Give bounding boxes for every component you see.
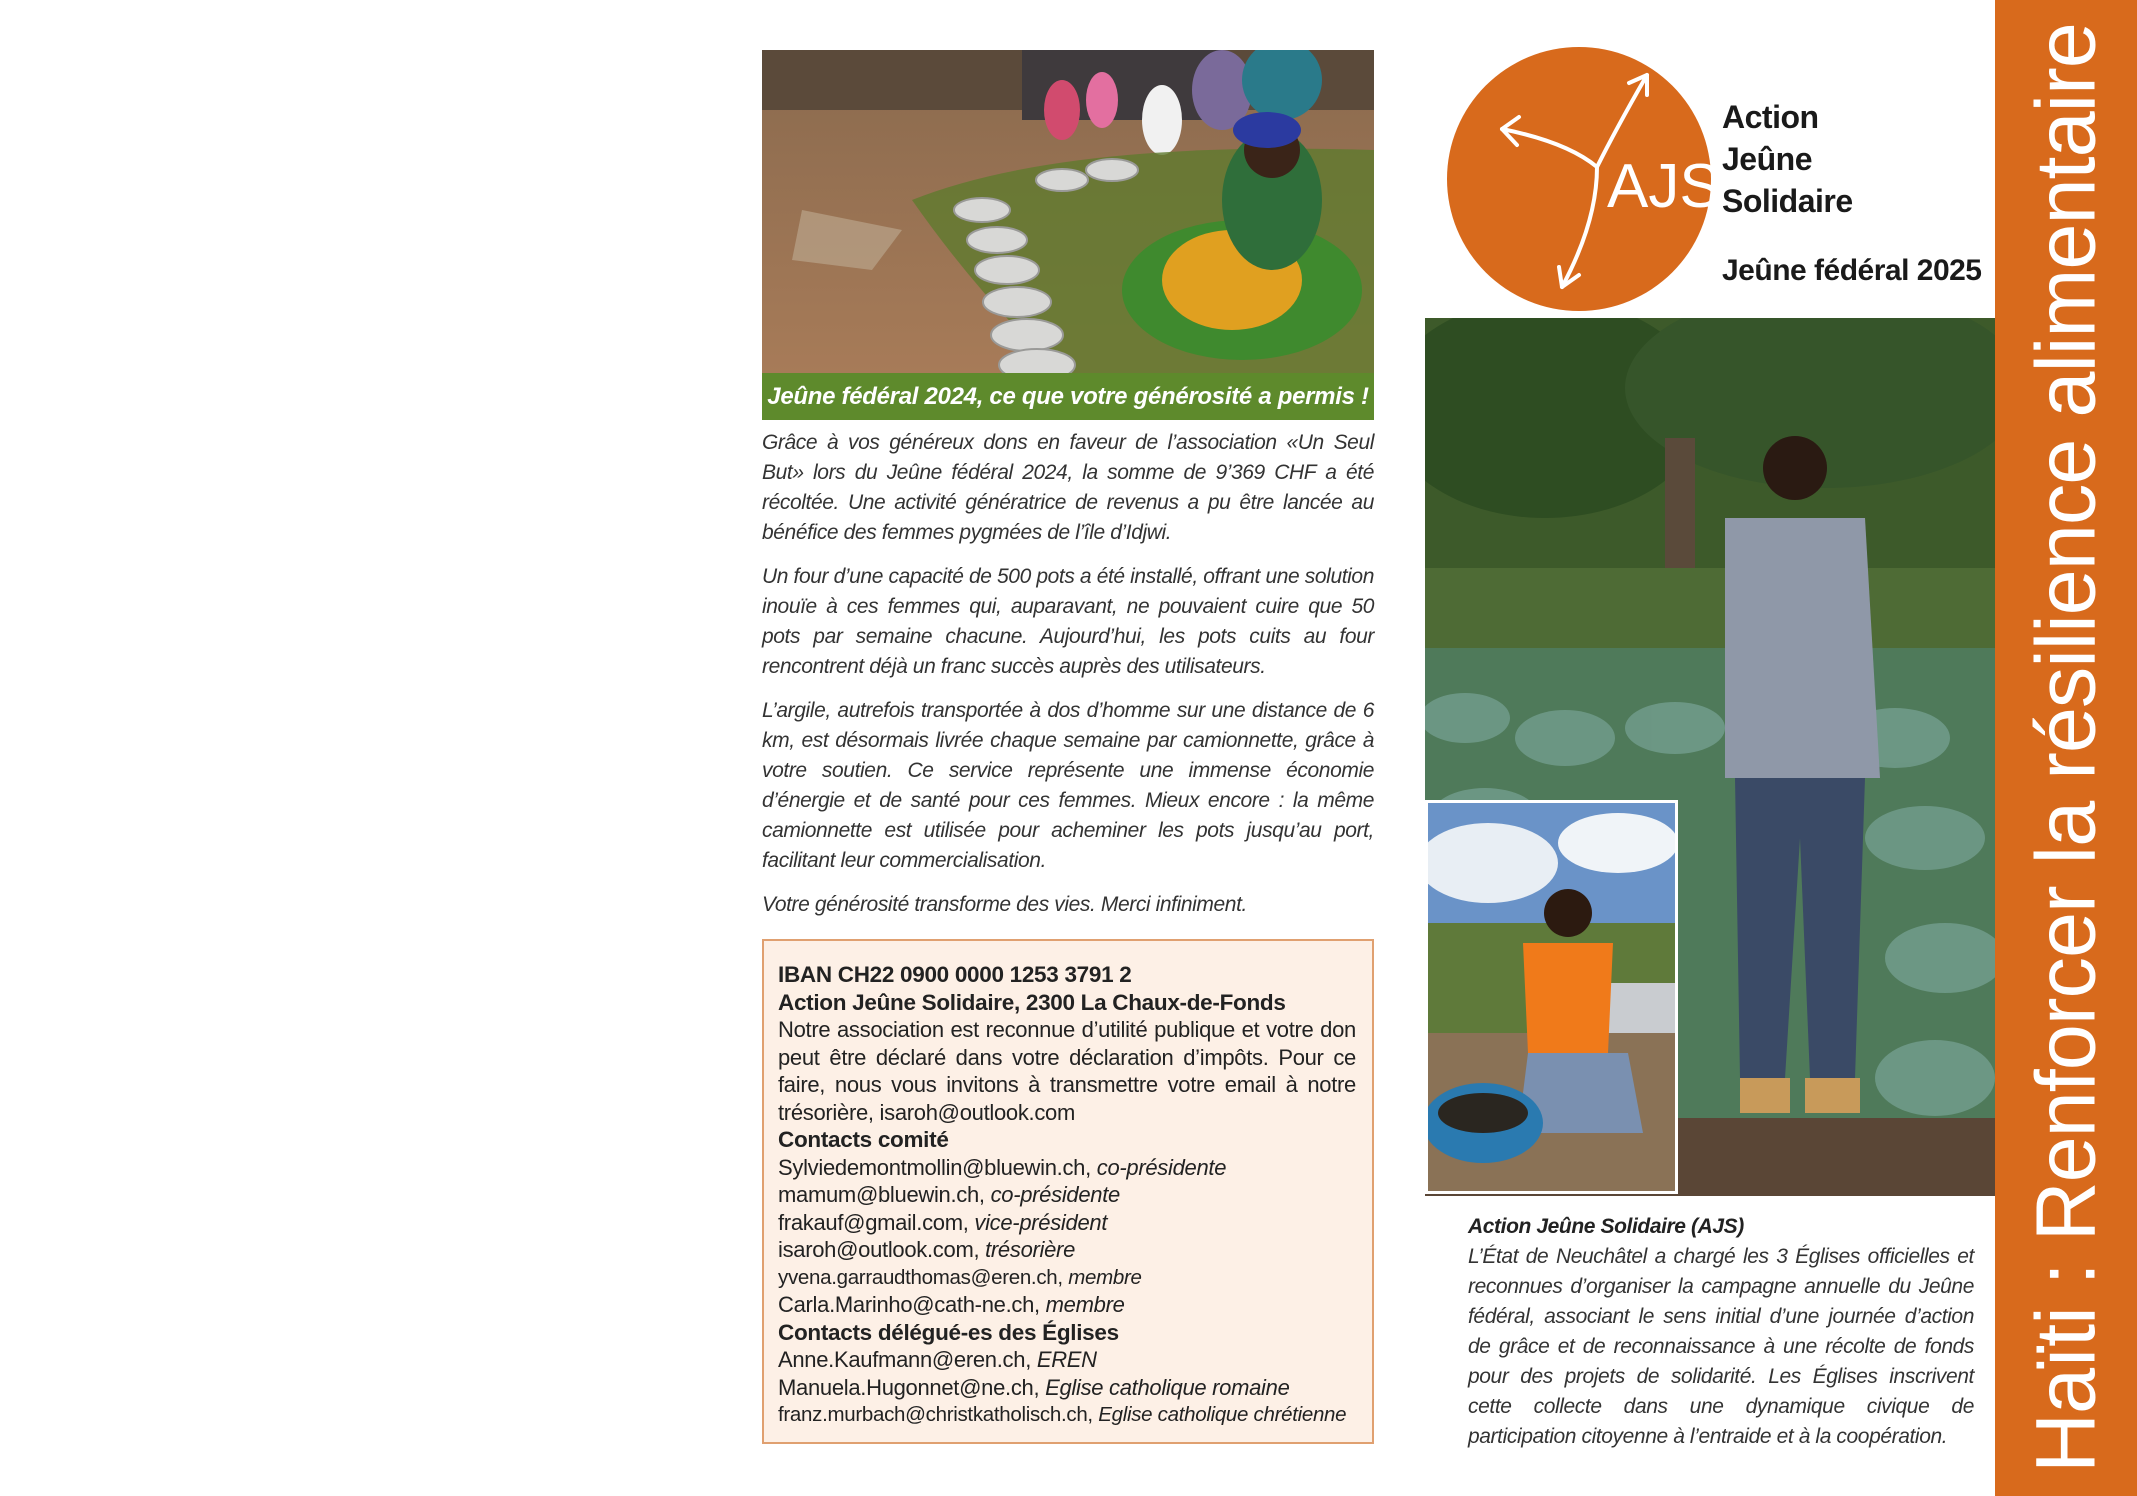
article-paragraph: Grâce à vos généreux dons en faveur de l’association «Un Seul But» lors du Jeûne fédéral 2024, la somme de 9’369 CHF a été récoltée. Une activité génératrice de revenus a pu être lancée au bénéfice des femmes pygmées de l’île d’Idjwi. — [762, 431, 1374, 544]
article-paragraph: Un four d’une capacité de 500 pots a été installé, offrant une solution inouïe à ces femmes qui, auparavant, ne pouvaient cuire que 50 pots par semaine chacune. Aujourd’hui, les pots cuits au four rencontrent déjà un franc succès auprès des utilisateurs. — [762, 565, 1374, 678]
contact-role: co-présidente — [990, 1182, 1120, 1207]
article-paragraph: L’argile, autrefois transportée à dos d’homme sur une distance de 6 km, est désormais livrée chaque semaine par camionnette, grâce à votre soutien. Ce service représente une immense économie d’énergie et de santé pour ces femmes. Mieux encore : la même camionnette est utilisée pour acheminer les pots jusqu’au port, facilitant leur commercialisation. — [762, 699, 1374, 872]
photo-pottery-market — [762, 50, 1374, 373]
ajs-description-heading: Action Jeûne Solidaire (AJS) — [1468, 1215, 1744, 1238]
contact-line — [778, 1236, 1356, 1264]
tax-deduction-text: Notre association est reconnue d’utilité publique et votre don peut être déclaré dans votre déclaration d’impôts. Pour ce faire, nous vous invitons à transmettre votre email à notre trésorière, isaroh@outlook.com — [778, 1017, 1356, 1125]
contact-email[interactable]: yvena.garraudthomas@eren.ch, — [778, 1265, 1063, 1289]
contact-role: EREN — [1036, 1347, 1097, 1372]
contact-email[interactable]: Carla.Marinho@cath-ne.ch, — [778, 1292, 1040, 1317]
contact-email[interactable]: Sylviedemontmollin@bluewin.ch, — [778, 1154, 1091, 1180]
contact-email[interactable]: Manuela.Hugonnet@ne.ch, — [778, 1374, 1040, 1400]
donation-info-box — [762, 939, 1374, 1444]
contact-role: vice-président — [974, 1209, 1108, 1235]
iban: IBAN CH22 0900 0000 1253 3791 2 — [778, 962, 1132, 987]
logo-name-line: Jeûne — [1722, 141, 1812, 177]
contact-line — [778, 1154, 1356, 1182]
photo-caption-bar: Jeûne fédéral 2024, ce que votre générosité a permis ! — [762, 373, 1374, 420]
committee-heading: Contacts comité — [778, 1127, 949, 1152]
contact-line — [778, 1264, 1356, 1292]
contact-line — [778, 1209, 1356, 1237]
churches-heading: Contacts délégué-es des Églises — [778, 1319, 1119, 1345]
contact-line — [778, 1401, 1356, 1429]
contact-email[interactable]: mamum@bluewin.ch, — [778, 1182, 985, 1207]
contact-role: Eglise catholique chrétienne — [1098, 1403, 1347, 1426]
edition-title: Jeûne fédéral 2025 — [1722, 254, 1982, 287]
photo-woman-basket — [1425, 800, 1678, 1194]
contact-email[interactable]: isaroh@outlook.com, — [778, 1237, 980, 1262]
contact-role: membre — [1045, 1292, 1125, 1317]
ajs-logo — [1447, 47, 1711, 311]
contact-line — [778, 1181, 1356, 1209]
contact-role: membre — [1068, 1265, 1142, 1289]
ajs-description-text: L’État de Neuchâtel a chargé les 3 Églises officielles et reconnues d’organiser la campagne annuelle du Jeûne fédéral, associant le sens initial d’une journée d’action de grâce et de reconnaissance à une récolte de fonds pour des projets de solidarité. Les Églises inscrivent cette collecte dans une dynamique civique de participation citoyenne à l’entraide et à la coopération. — [1468, 1245, 1974, 1448]
contact-email[interactable]: franz.murbach@christkatholisch.ch, — [778, 1403, 1093, 1426]
logo-name-line: Solidaire — [1722, 183, 1853, 219]
side-title — [1995, 0, 2137, 1496]
logo-name — [1722, 96, 1853, 222]
contact-line — [778, 1291, 1356, 1319]
contact-role: Eglise catholique romaine — [1045, 1374, 1290, 1400]
article-paragraph: Votre générosité transforme des vies. Merci infiniment. — [762, 893, 1247, 916]
contact-role: trésorière — [985, 1237, 1076, 1262]
logo-letters: AJS — [1607, 152, 1711, 221]
side-title-text: Haïti : Renforcer la résilience alimentaire — [2018, 23, 2113, 1473]
contact-email[interactable]: frakauf@gmail.com, — [778, 1209, 969, 1235]
logo-name-line: Action — [1722, 99, 1819, 135]
ajs-description — [1468, 1212, 1974, 1452]
article-text — [762, 428, 1374, 934]
contact-line — [778, 1374, 1356, 1402]
contact-email[interactable]: Anne.Kaufmann@eren.ch, — [778, 1347, 1032, 1372]
org-address: Action Jeûne Solidaire, 2300 La Chaux-de-Fonds — [778, 989, 1286, 1015]
contact-role: co-présidente — [1096, 1154, 1227, 1180]
contact-line — [778, 1346, 1356, 1374]
